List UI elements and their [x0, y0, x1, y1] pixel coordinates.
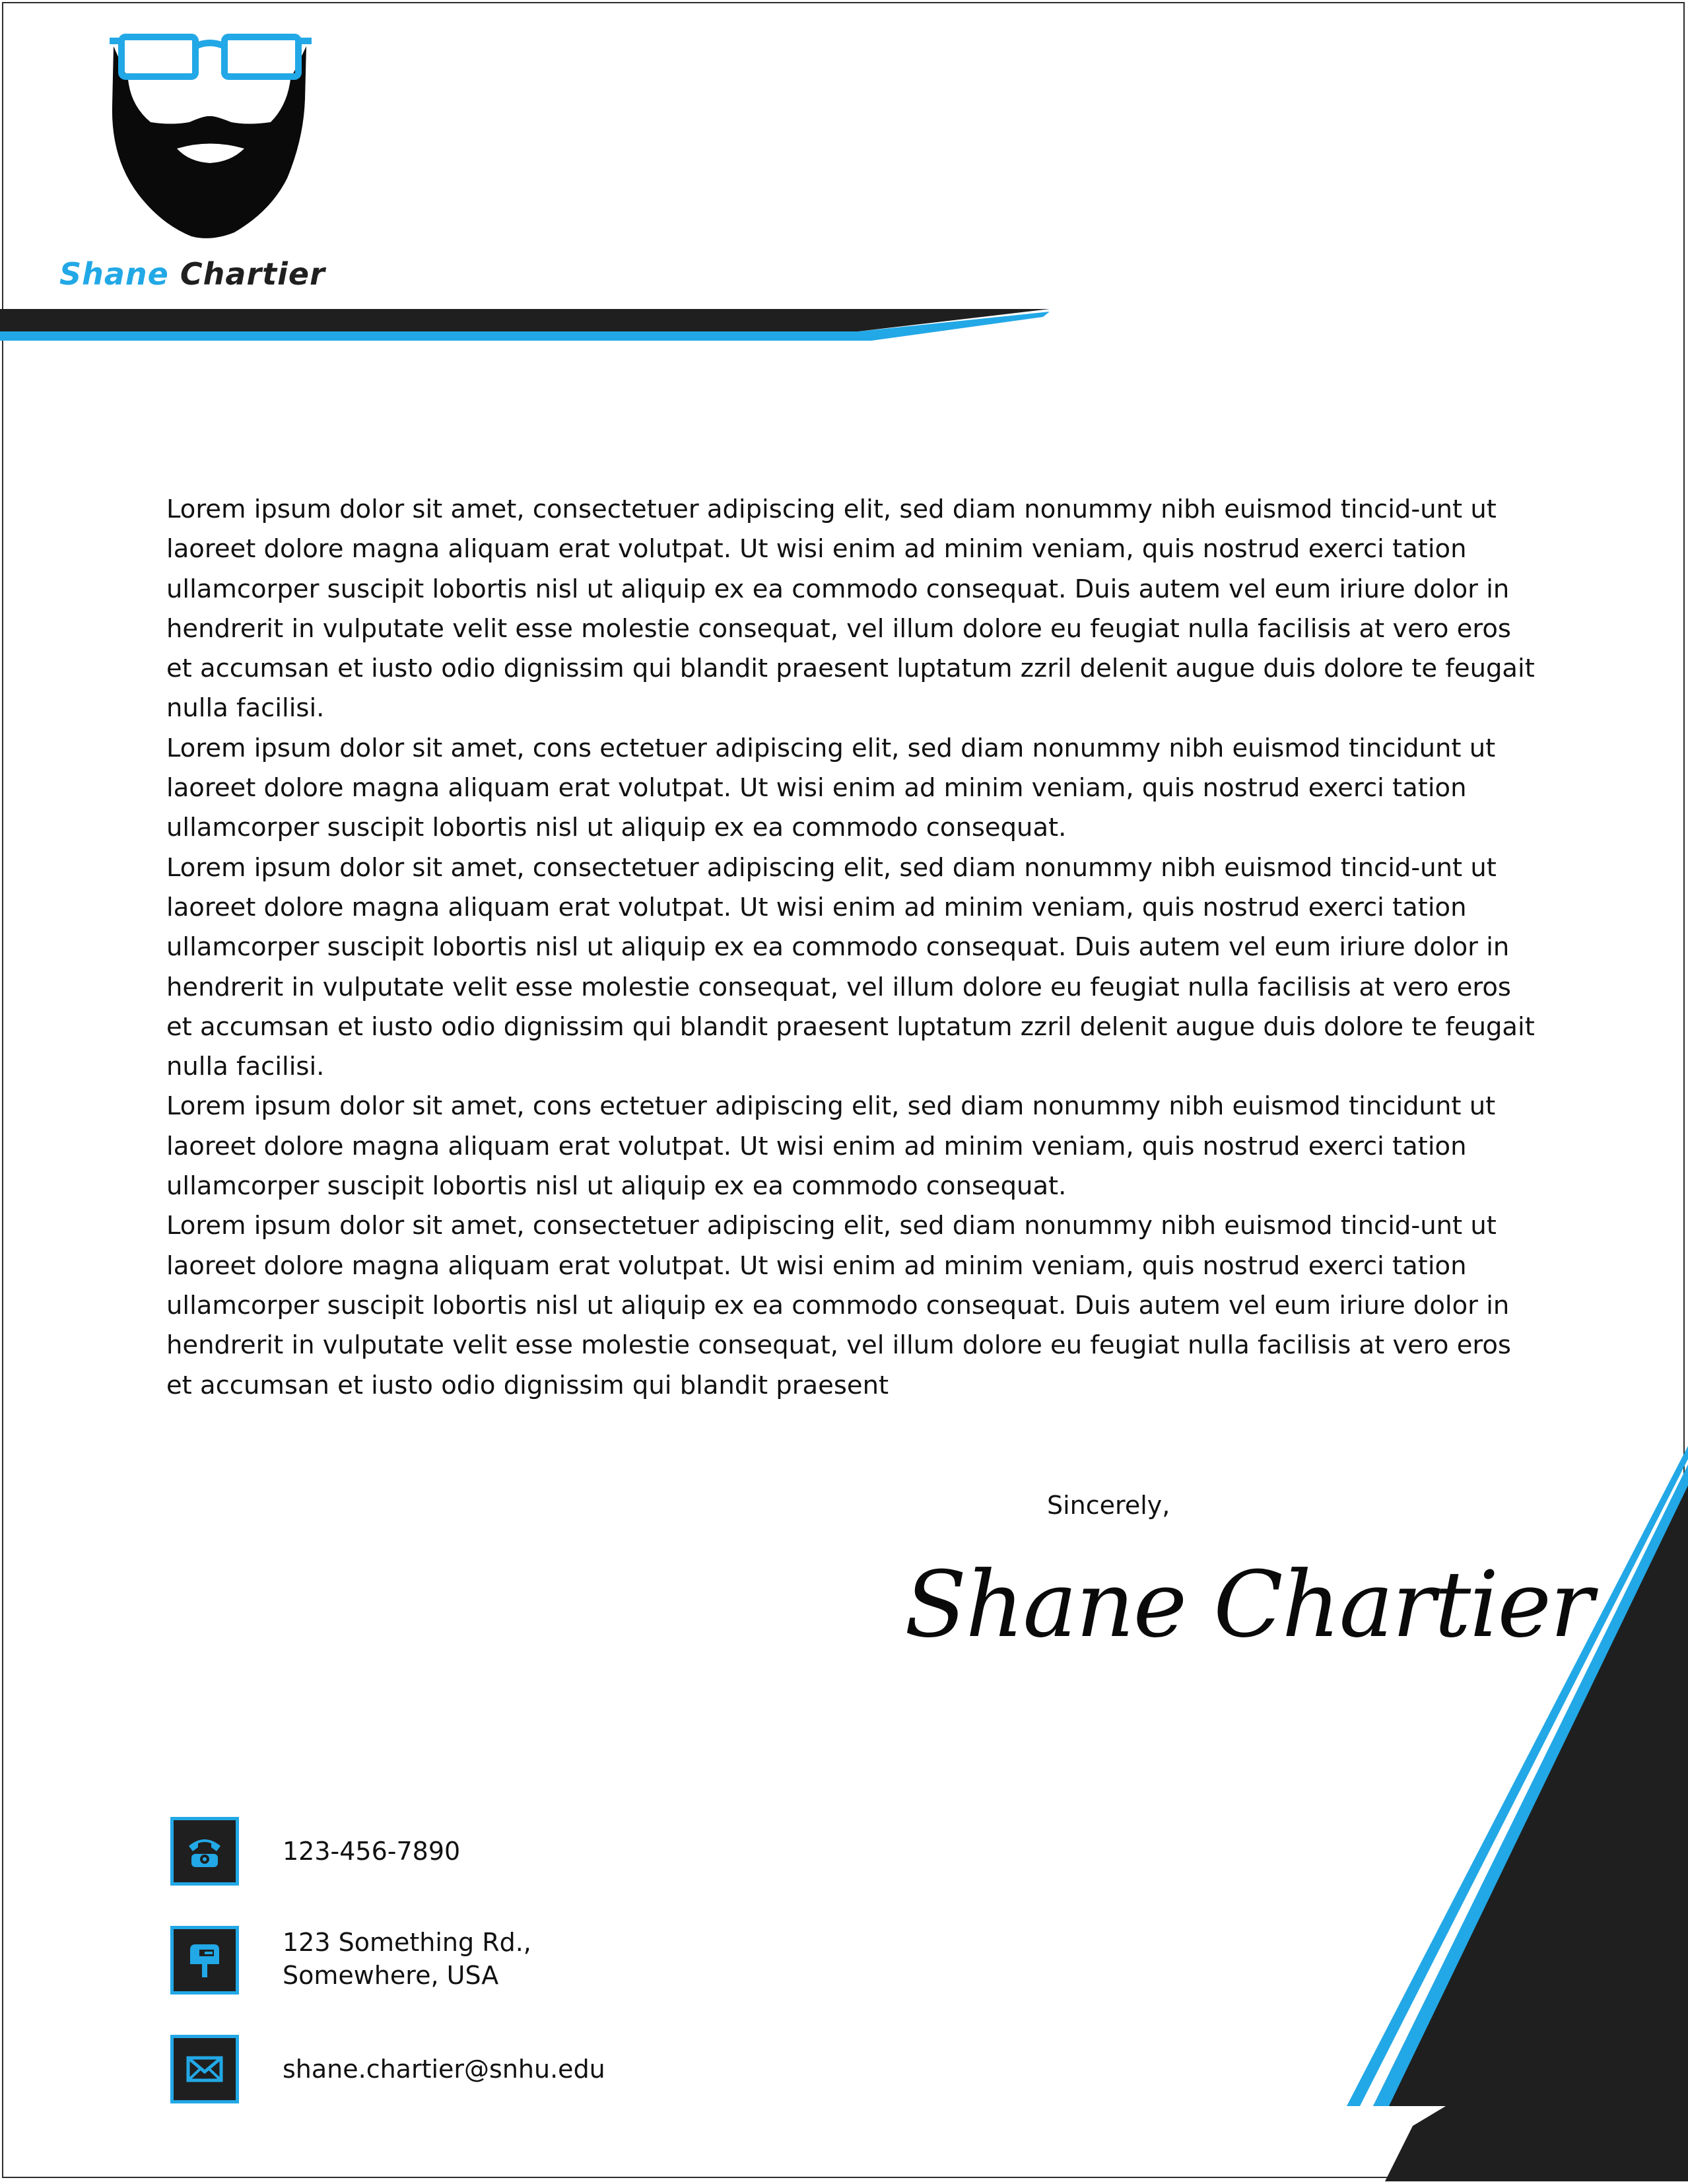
body-paragraph: Lorem ipsum dolor sit amet, consectetuer adipiscing elit, sed diam nonummy nibh euismod tincid-unt ut laoreet dolore magna aliquam erat volutpat. Ut wisi enim ad minim veniam, quis nostrud exerci tation ullamcorper suscipit lobortis nisl ut aliquip ex ea commodo consequat. Duis autem vel eum iriure dolor in hendrerit in vulputate velit esse molestie consequat, vel illum dolore eu feugiat nulla facilisis at vero eros et accumsan et iusto odio dignissim qui blandit praesent: [166, 1211, 1511, 1400]
closing-line: Sincerely,: [1047, 1491, 1170, 1520]
phone-number: 123-456-7890: [283, 1837, 461, 1866]
brand-name: [59, 256, 325, 292]
telephone-icon: [170, 1817, 239, 1886]
signature: Shane Chartier: [904, 1552, 1593, 1658]
letter-body: [166, 490, 1539, 1406]
address-line-2: Somewhere, USA: [283, 1961, 499, 1990]
email-address: shane.chartier@snhu.edu: [283, 2055, 605, 2084]
body-paragraph: Lorem ipsum dolor sit amet, cons ectetuer adipiscing elit, sed diam nonummy nibh euismod tincidunt ut laoreet dolore magna aliquam erat volutpat. Ut wisi enim ad minim veniam, quis nostrud exerci tation ullamcorper suscipit lobortis nisl ut aliquip ex ea commodo consequat.: [166, 733, 1496, 843]
body-paragraph: Lorem ipsum dolor sit amet, cons ectetuer adipiscing elit, sed diam nonummy nibh euismod tincidunt ut laoreet dolore magna aliquam erat volutpat. Ut wisi enim ad minim veniam, quis nostrud exerci tation ullamcorper suscipit lobortis nisl ut aliquip ex ea commodo consequat.: [166, 1091, 1496, 1202]
mailbox-icon: [170, 1926, 239, 1995]
envelope-icon: [170, 2035, 239, 2103]
corner-decoration: [1347, 1446, 1688, 2181]
header-band: [0, 304, 1056, 343]
body-paragraph: Lorem ipsum dolor sit amet, consectetuer adipiscing elit, sed diam nonummy nibh euismod tincid-unt ut laoreet dolore magna aliquam erat volutpat. Ut wisi enim ad minim veniam, quis nostrud exerci tation ullamcorper suscipit lobortis nisl ut aliquip ex ea commodo consequat. Duis autem vel eum iriure dolor in hendrerit in vulputate velit esse molestie consequat, vel illum dolore eu feugiat nulla facilisis at vero eros et accumsan et iusto odio dignissim qui blandit praesent luptatum zzril delenit augue duis dolore te feugait nulla facilisi.: [166, 495, 1535, 724]
address-line-1: 123 Something Rd.,: [283, 1928, 531, 1957]
body-paragraph: Lorem ipsum dolor sit amet, consectetuer adipiscing elit, sed diam nonummy nibh euismod tincid-unt ut laoreet dolore magna aliquam erat volutpat. Ut wisi enim ad minim veniam, quis nostrud exerci tation ullamcorper suscipit lobortis nisl ut aliquip ex ea commodo consequat. Duis autem vel eum iriure dolor in hendrerit in vulputate velit esse molestie consequat, vel illum dolore eu feugiat nulla facilisis at vero eros et accumsan et iusto odio dignissim qui blandit praesent luptatum zzril delenit augue duis dolore te feugait nulla facilisi.: [166, 852, 1535, 1082]
brand-first-name: Shane: [59, 256, 169, 292]
bearded-face-logo: [99, 26, 323, 251]
brand-last-name: Chartier: [180, 256, 325, 292]
address-text: [283, 1926, 531, 1992]
